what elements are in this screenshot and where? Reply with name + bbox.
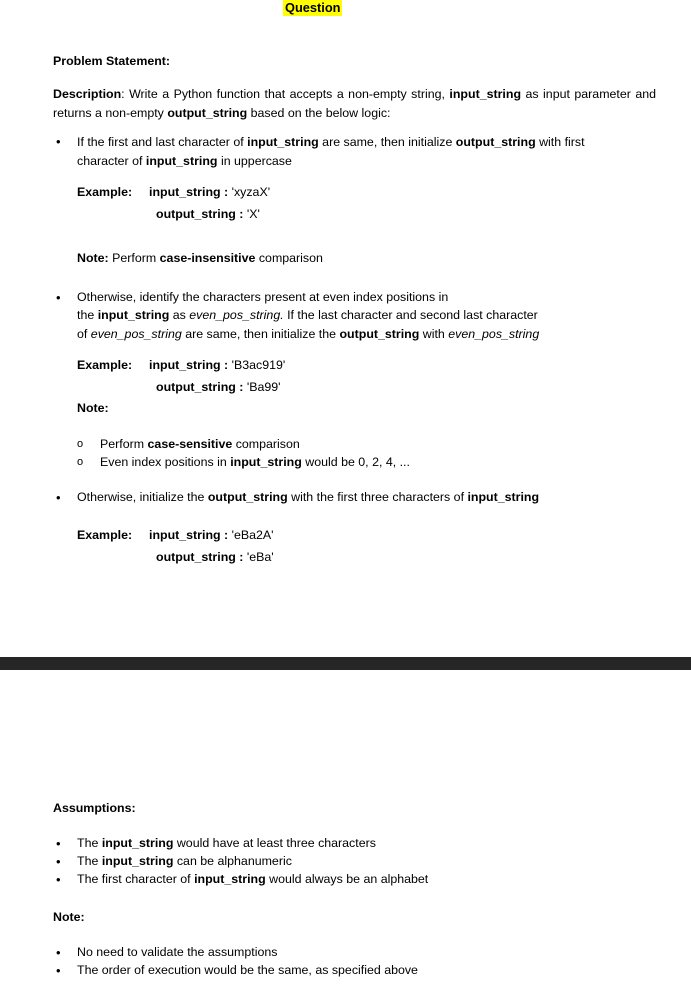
note-item: No need to validate the assumptions — [77, 945, 278, 959]
notes-heading: Note: — [53, 910, 85, 924]
rule2-sub2: Even index positions in input_string would be 0, 2, 4, ... — [100, 455, 410, 469]
example-input: input_string : 'eBa2A' — [149, 528, 274, 542]
problem-heading: Problem Statement: — [53, 54, 171, 68]
example-label: Example: — [77, 185, 133, 199]
bullet: • — [56, 963, 61, 978]
assumptions-heading: Assumptions: — [53, 801, 136, 815]
bullet: • — [56, 490, 61, 505]
example-input: input_string : 'B3ac919' — [149, 358, 286, 372]
example-input: input_string : 'xyzaX' — [149, 185, 271, 199]
bullet: • — [56, 134, 61, 149]
page-divider — [0, 657, 691, 670]
question-title: Question — [285, 0, 341, 15]
example-output: output_string : 'Ba99' — [156, 380, 281, 394]
note-item: The order of execution would be the same, as specified above — [77, 963, 418, 977]
rule2-note-label: Note: — [77, 401, 109, 415]
example-output: output_string : 'X' — [156, 207, 260, 221]
sub-bullet: o — [77, 438, 84, 450]
assumption-item: The first character of input_string would always be an alphabet — [77, 872, 429, 886]
rule3-line: Otherwise, initialize the output_string with the first three characters of input_string — [77, 490, 540, 504]
sub-bullet: o — [77, 456, 84, 468]
example-label: Example: — [77, 358, 133, 372]
bullet: • — [56, 872, 61, 887]
bullet: • — [56, 854, 61, 869]
description-label: Description — [53, 87, 122, 101]
rule2-line2: the input_string as even_pos_string. If the last character and second last character — [77, 308, 538, 322]
rule1-line1: If the first and last character of input_string are same, then initialize output_string with first — [77, 135, 585, 149]
bullet: • — [56, 836, 61, 851]
rule1-line2: character of input_string in uppercase — [77, 154, 292, 168]
rule2-line3: of even_pos_string are same, then initialize the output_string with even_pos_string — [77, 327, 540, 341]
bullet: • — [56, 290, 61, 305]
rule1-note: Note: Perform case-insensitive comparison — [77, 251, 323, 265]
assumption-item: The input_string would have at least three characters — [77, 836, 376, 850]
rule2-line1: Otherwise, identify the characters present at even index positions in — [77, 290, 449, 304]
example-output: output_string : 'eBa' — [156, 550, 274, 564]
assumption-item: The input_string can be alphanumeric — [77, 854, 292, 868]
bullet: • — [56, 945, 61, 960]
description-paragraph: Description: Write a Python function that accepts a non-empty string, input_string as input parameter and returns a non-empty output_string based on the below logic: — [53, 87, 657, 120]
rule2-sub1: Perform case-sensitive comparison — [100, 437, 300, 451]
example-label: Example: — [77, 528, 133, 542]
